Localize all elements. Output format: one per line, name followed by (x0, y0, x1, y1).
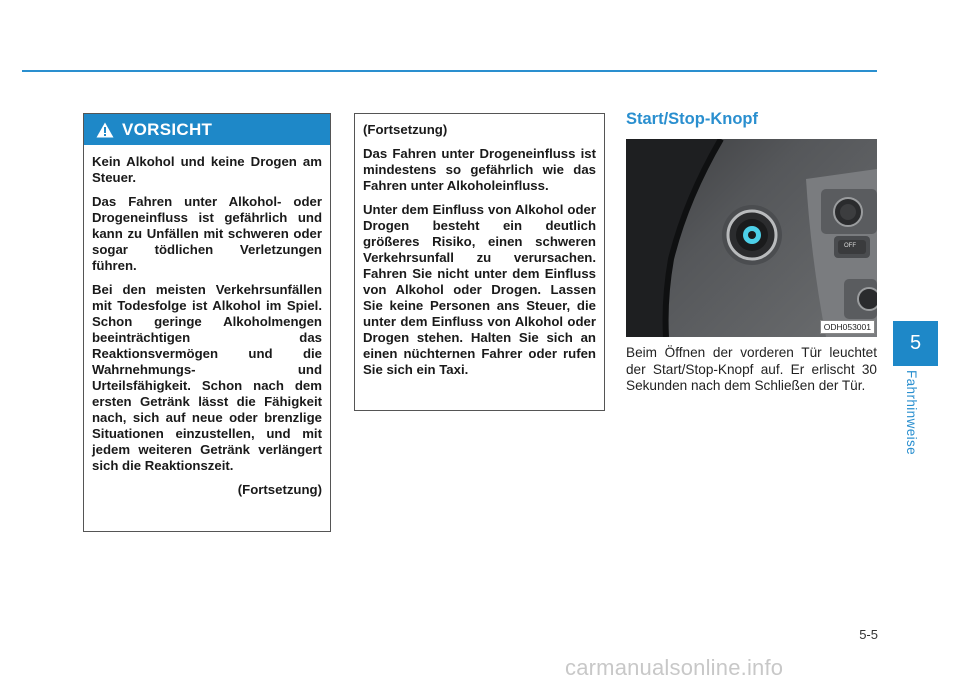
caution-heading: VORSICHT (122, 119, 213, 139)
start-stop-button-photo (626, 139, 877, 337)
continuation-paragraph: Das Fahren unter Drogeneinfluss ist mindestens so gefährlich wie das Fahren unter Alkoholeinfluss. (363, 146, 596, 193)
watermark: carmanualsonline.info (565, 655, 784, 680)
image-code: ODH053001 (820, 320, 875, 334)
caution-paragraph: Kein Alkohol und keine Drogen am Steuer. (92, 154, 322, 185)
section-body-text: Beim Öffnen der vorderen Tür leuchtet der Start/Stop-Knopf auf. Er erlischt 30 Sekunden nach dem Schließen der Tür. (626, 345, 877, 393)
off-button-label: OFF (844, 243, 856, 249)
continuation-paragraph: Unter dem Einfluss von Alkohol oder Drogen besteht ein deutlich größeres Risiko, einen schweren Verkehrsunfall zu verursachen. Fahren Sie nicht unter dem Einfluss von Alkohol oder Drogen. Lassen Sie keine Personen ans Steuer, die unter dem Einfluss von Alkohol oder Drogen stehen. Halten Sie sich an einen nüchternen Fahrer oder rufen Sie sich ein Taxi. (363, 202, 596, 377)
caution-box (83, 113, 331, 532)
caution-paragraph: Das Fahren unter Alkohol- oder Drogeneinfluss ist gefährlich und kann zu Unfällen mit schweren oder sogar tödlichen Verletzungen führen. (92, 194, 322, 273)
caution-paragraph: Bei den meisten Verkehrsunfällen mit Todesfolge ist Alkohol im Spiel. Schon geringe Alkoholmengen beeinträchtigen das Reaktionsvermögen und die Wahrnehmungs- und Urteilsfähigkeit. Schon nach dem ersten Getränk lässt die Fähigkeit nach, sich auf neue oder brenzlige Situationen einzustellen, und mit jedem weiteren Getränk verlängert sich die Reaktionszeit. (92, 282, 322, 473)
caution-body (84, 145, 330, 497)
section-title: Start/Stop-Knopf (626, 110, 758, 128)
dashboard-illustration (626, 139, 877, 337)
chapter-label: Fahrhinweise (904, 370, 919, 456)
continuation-box (354, 113, 605, 411)
page-number: 5-5 (859, 627, 878, 642)
warning-triangle-icon (96, 122, 114, 138)
top-rule (22, 70, 877, 72)
continuation-heading: (Fortsetzung) (363, 122, 448, 137)
caution-continued: (Fortsetzung) (237, 482, 322, 497)
caution-header (84, 114, 330, 145)
chapter-tab[interactable]: 5 (893, 321, 938, 366)
